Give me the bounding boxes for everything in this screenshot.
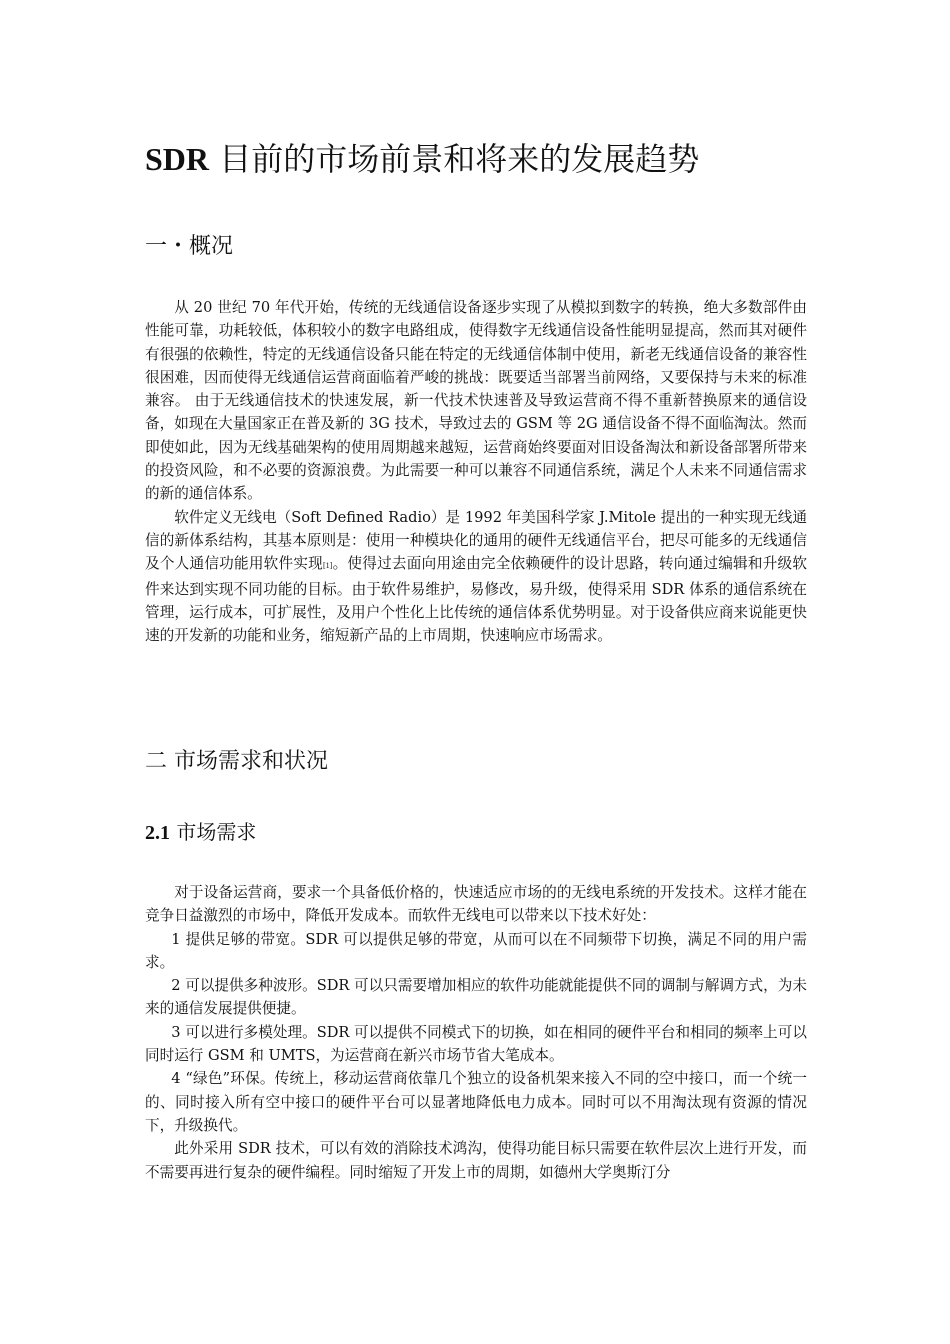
list-item: 4 “绿色”环保。传统上，移动运营商依靠几个独立的设备机架来接入不同的空中接口，而一个统一的、同时接入所有空中接口的硬件平台可以显著地降低电力成本。同时可以不用淘汰现有资源的情况下，升级换代。: [145, 1070, 807, 1134]
subsection-label: 市场需求: [170, 820, 257, 844]
section-overview-body: [145, 296, 807, 647]
paragraph: 此外采用 SDR 技术，可以有效的消除技术鸿沟，使得功能目标只需要在软件层次上进行开发，而不需要再进行复杂的硬件编程。同时缩短了开发上市的周期，如德州大学奥斯汀分: [145, 1140, 807, 1181]
citation-marker: [1]: [323, 561, 333, 571]
list-item: 3 可以进行多模处理。SDR 可以提供不同模式下的切换，如在相同的硬件平台和相同的频率上可以同时运行 GSM 和 UMTS，为运营商在新兴市场节省大笔成本。: [145, 1023, 807, 1065]
paragraph: 从 20 世纪 70 年代开始，传统的无线通信设备逐步实现了从模拟到数字的转换，绝大多数部件由性能可靠，功耗较低，体积较小的数字电路组成，使得数字无线通信设备性能明显提高，然而其对硬件有很强的依赖性，特定的无线通信设备只能在特定的无线通信体制中使用，新老无线通信设备的兼容性很困难，因而使得无线通信运营商面临着严峻的挑战：既要适当部署当前网络，又要保持与未来的标准兼容。 由于无线通信技术的快速发展，新一代技术快速普及导致运营商不得不重新替换原来的通信设备，如现在大量国家正在普及新的 3G 技术，导致过去的 GSM 等 2G 通信设备不得不面临淘汰。然而即使如此，因为无线基础架构的使用周期越来越短，运营商始终要面对旧设备淘汰和新设备部署所带来的投资风险，和不必要的资源浪费。为此需要一种可以兼容不同通信系统，满足个人未来不同通信需求的新的通信体系。: [145, 299, 807, 503]
paragraph: 对于设备运营商，要求一个具备低价格的，快速适应市场的的无线电系统的开发技术。这样才能在竞争日益激烈的市场中，降低开发成本。而软件无线电可以带来以下技术好处：: [145, 884, 807, 925]
paragraph-text: 。使得过去面向用途由完全依赖硬件的设计思路，转向通过编辑和升级软件来达到实现不同功能的目标。由于软件易维护，易修改，易升级，使得采用 SDR 体系的通信系统在管理，运行成本，可扩展性，及用户个性化上比传统的通信体系优势明显。对于设备供应商来说能更快速的开发新的功能和业务，缩短新产品的上市周期，快速响应市场需求。: [145, 555, 807, 645]
section-heading-market: 二 市场需求和状况: [145, 749, 328, 774]
paragraph: [145, 506, 807, 648]
section-heading-overview: 一・概况: [145, 234, 234, 259]
title-acronym: SDR: [145, 141, 210, 177]
subsection-heading-market-demand: [145, 818, 256, 847]
section-market-body: [145, 881, 807, 1184]
paragraph-text: 软件定义无线电（Soft Defined Radio）是 1992 年美国科学家 J.Mitole 提出的一种实现无线通信的新体系结构，其基本原则是：使用一种模块化的通用的硬件无线通信平台，把尽可能多的无线通信及个人通信功能用软件实现: [145, 508, 807, 573]
list-item: 2 可以提供多种波形。SDR 可以只需要增加相应的软件功能就能提供不同的调制与解调方式，为未来的通信发展提供便捷。: [145, 977, 807, 1018]
subsection-number: 2.1: [145, 822, 170, 844]
list-item: 1 提供足够的带宽。SDR 可以提供足够的带宽，从而可以在不同频带下切换，满足不同的用户需求。: [145, 930, 807, 971]
title-text: 目前的市场前景和将来的发展趋势: [209, 140, 700, 178]
document-title: [145, 136, 845, 182]
